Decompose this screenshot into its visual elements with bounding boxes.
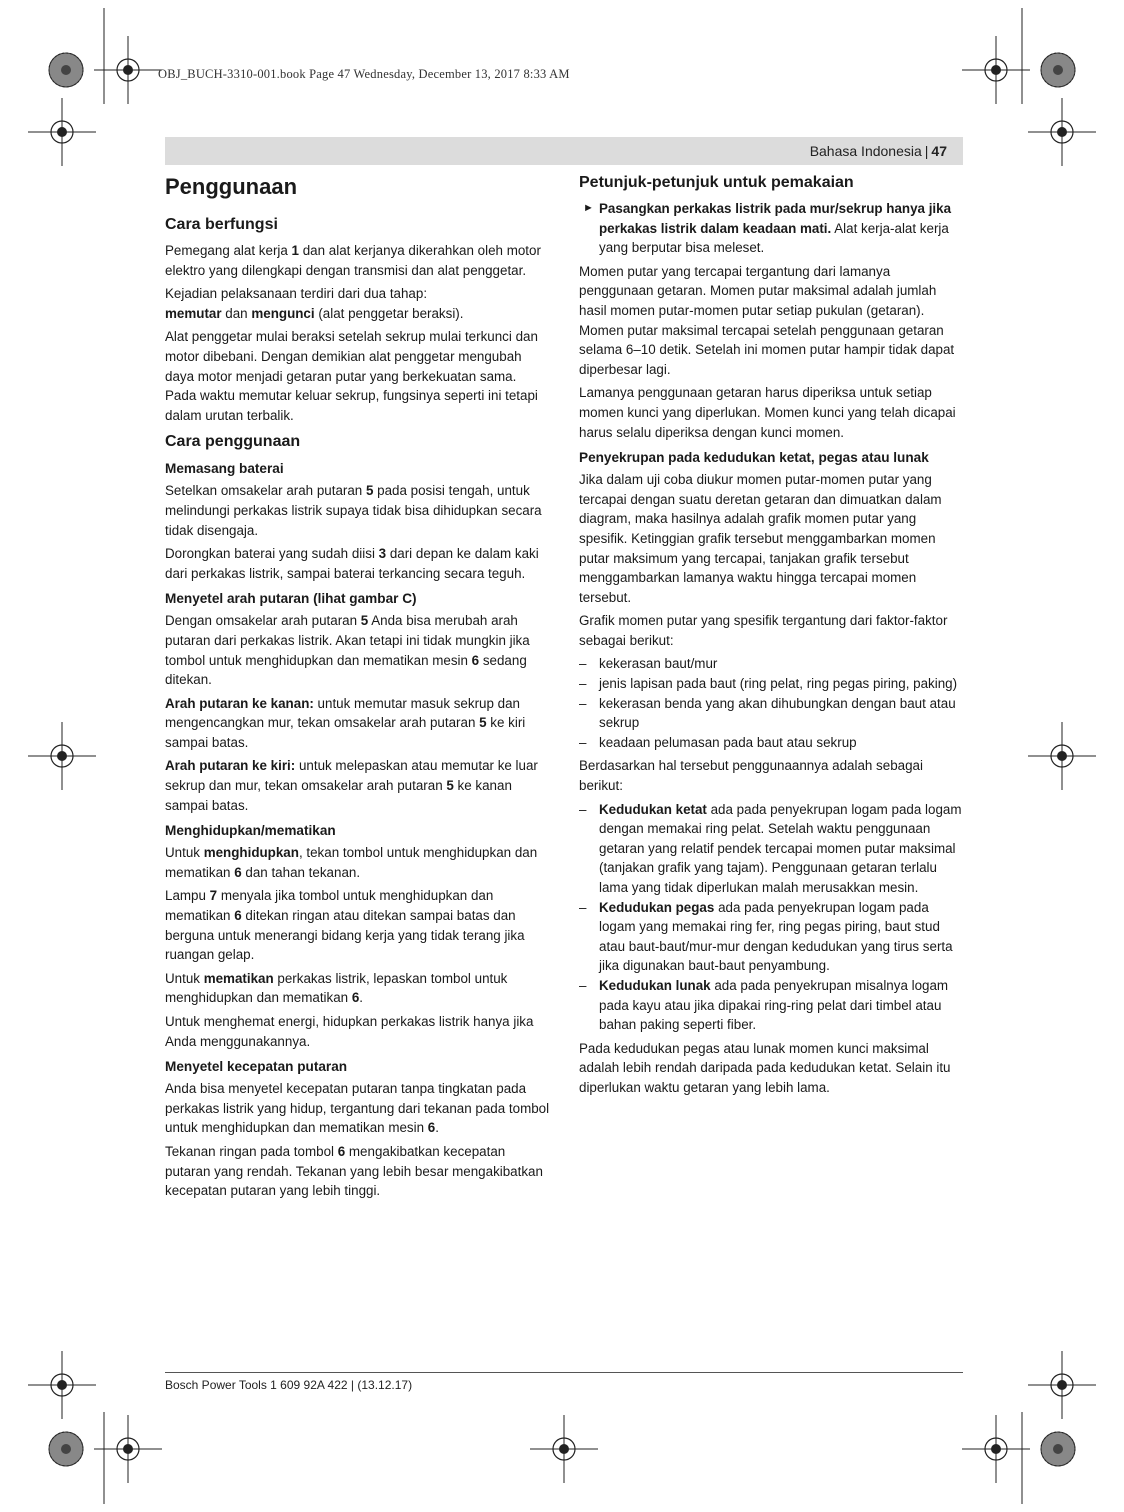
footer: Bosch Power Tools 1 609 92A 422 | (13.12.17) (165, 1378, 413, 1392)
subheading-speed: Menyetel kecepatan putaran (165, 1059, 348, 1075)
paragraph: Arah putaran ke kanan: untuk memutar masuk sekrup dan mengencangkan mur, tekan omsakelar arah putaran 5 ke kiri sampai batas. (165, 695, 526, 750)
list-item: – kekerasan baut/mur (579, 656, 718, 672)
paragraph: Arah putaran ke kiri: untuk melepaskan atau memutar ke luar sekrup dan mur, tekan omsakelar arah putaran 5 ke kanan sampai batas. (165, 758, 538, 813)
heading-petunjuk: Petunjuk-petunjuk untuk pemakaian (579, 174, 854, 191)
color-wheel-icon (49, 53, 83, 87)
paragraph: Pada kedudukan pegas atau lunak momen kunci maksimal adalah lebih rendah daripada pada kedudukan ketat. Selain itu diperlukan waktu getaran yang lebih lama. (579, 1040, 951, 1095)
registration-cross-icon (962, 1415, 1030, 1483)
registration-cross-icon (1028, 722, 1096, 790)
paragraph: Dengan omsakelar arah putaran 5 Anda bisa merubah arah putaran dari perkakas listrik. Akan tetapi ini tidak mungkin jika tombol untuk menghidupkan dan mematikan mesin 6 sedang ditekan. (165, 613, 530, 688)
color-wheel-icon (1041, 1432, 1075, 1466)
subheading-onoff: Menghidupkan/mematikan (165, 823, 336, 839)
list-item: – Kedudukan lunak ada pada penyekrupan misalnya logam pada kayu atau jika dipakai ring-ring pelat dari timbel atau bahan paking seperti fiber. (579, 977, 949, 1033)
paragraph: Kejadian pelaksanaan terdiri dari dua tahap: memutar dan mengunci (alat penggetar beraksi). (165, 286, 464, 321)
list-item: – keadaan pelumasan pada baut atau sekrup (579, 734, 857, 750)
paragraph: Berdasarkan hal tersebut penggunaannya adalah sebagai berikut: (579, 758, 923, 794)
registration-cross-icon (962, 36, 1030, 104)
paragraph: Setelkan omsakelar arah putaran 5 pada posisi tengah, untuk melindungi perkakas listrik supaya tidak bisa dihidupkan secara tidak disengaja. (165, 483, 542, 538)
left-column (165, 172, 550, 1205)
registration-cross-icon (28, 98, 96, 166)
page-number: 47 (931, 143, 947, 159)
paragraph: Alat penggetar mulai beraksi setelah sekrup mulai terkunci dan motor dibebani. Dengan demikian alat penggetar mengubah daya motor menjadi getaran putar yang berkekuatan sama. Pada waktu memutar keluar sekrup, fungsinya seperti ini tetapi dalam urutan terbalik. (165, 329, 538, 423)
arrow-right-icon: ► (583, 202, 594, 214)
subheading-battery: Memasang baterai (165, 461, 284, 477)
list-item: – Kedudukan ketat ada pada penyekrupan logam pada logam dengan memakai ring pelat. Setelah waktu penggunaan getaran yang relatif pendek tercapai momen putar maksimal (tanjakan grafik yang tajam). Penggunaan getaran terlalu lama yang tidak diperlukan malah merusakkan mesin. (579, 801, 962, 895)
paragraph: Anda bisa menyetel kecepatan putaran tanpa tingkatan pada perkakas listrik yang hidup, tergantung dari tekanan pada tombol untuk menghidupkan dan mematikan mesin 6. (165, 1081, 550, 1136)
subheading-direction: Menyetel arah putaran (lihat gambar C) (165, 591, 417, 607)
subheading-seat: Penyekrupan pada kedudukan ketat, pegas atau lunak (579, 450, 929, 466)
heading-cara-berfungsi: Cara berfungsi (165, 216, 278, 233)
paragraph: Tekanan ringan pada tombol 6 mengakibatkan kecepatan putaran yang rendah. Tekanan yang lebih besar mengakibatkan kecepatan putaran yang lebih tinggi. (165, 1143, 543, 1199)
right-column (579, 172, 964, 1102)
seat-type-list (579, 800, 964, 1035)
list-item: – jenis lapisan pada baut (ring pelat, ring pegas piring, paking) (579, 676, 958, 692)
factor-list (579, 654, 964, 752)
list-item: – kekerasan benda yang akan dihubungkan dengan baut atau sekrup (579, 695, 956, 731)
header-separator: | (924, 143, 929, 159)
paragraph: Lampu 7 menyala jika tombol untuk menghidupkan dan mematikan 6 ditekan ringan atau ditekan sampai batas dan berguna untuk menerangi bidang kerja yang tidak terang jika ruangan gelap. (165, 888, 525, 963)
paragraph: Grafik momen putar yang spesifik tergantung dari faktor-faktor sebagai berikut: (579, 613, 948, 648)
paragraph: Dorongkan baterai yang sudah diisi 3 dari depan ke dalam kaki dari perkakas listrik, sampai baterai terkancing secara teguh. (165, 546, 539, 581)
section-title: Penggunaan (165, 174, 298, 199)
registration-cross-icon (530, 1415, 598, 1483)
footer-divider (165, 1372, 963, 1373)
registration-cross-icon (1028, 1351, 1096, 1419)
print-job-info: OBJ_BUCH-3310-001.book Page 47 Wednesday, December 13, 2017 8:33 AM (158, 67, 570, 81)
header-text (810, 143, 947, 159)
paragraph: Pemegang alat kerja 1 dan alat kerjanya dikerahkan oleh motor elektro yang dilengkapi dengan transmisi dan alat penggetar. (165, 243, 541, 278)
registration-cross-icon (28, 722, 96, 790)
registration-cross-icon (1028, 98, 1096, 166)
list-item: – Kedudukan pegas ada pada penyekrupan logam pada logam yang memakai ring fer, ring pegas piring, baut stud atau baut-baut/mur-mur dengan kedudukan yang tirus serta jika digunakan baut-baut penyambung. (579, 899, 953, 974)
color-wheel-icon (49, 1432, 83, 1466)
paragraph: Lamanya penggunaan getaran harus diperiksa untuk setiap momen kunci yang diperlukan. Momen kunci yang telah dicapai harus selalu diperiksa dengan kunci momen. (579, 385, 956, 440)
header-language: Bahasa Indonesia (809, 143, 922, 159)
paragraph: Jika dalam uji coba diukur momen putar-momen putar yang tercapai dengan suatu deretan getaran dan dimuatkan dalam diagram, maka hasilnya adalah grafik momen putar yang spesifik. Ketinggian grafik tersebut menggambarkan momen putar maksimum yang tercapai, tanjakan grafik tersebut menggambarkan lamanya waktu hingga tercapai momen tersebut. (579, 472, 942, 605)
warning-note: ► Pasangkan perkakas listrik pada mur/sekrup hanya jika perkakas listrik dalam keadaan mati. Alat kerja-alat kerja yang berputar bisa meleset. (583, 201, 952, 256)
paragraph: Untuk menghidupkan, tekan tombol untuk menghidupkan dan mematikan 6 dan tahan tekanan. (165, 845, 538, 880)
paragraph: Untuk menghemat energi, hidupkan perkakas listrik hanya jika Anda menggunakannya. (165, 1014, 534, 1049)
paragraph: Untuk mematikan perkakas listrik, lepaskan tombol untuk menghidupkan dan mematikan 6. (165, 970, 508, 1006)
registration-cross-icon (28, 1351, 96, 1419)
color-wheel-icon (1041, 53, 1075, 87)
page-header (165, 137, 963, 165)
heading-cara-penggunaan: Cara penggunaan (165, 433, 301, 451)
paragraph: Momen putar yang tercapai tergantung dari lamanya penggunaan getaran. Momen putar maksimal adalah jumlah hasil momen putar-momen putar setiap pukulan (getaran). Momen putar maksimal tercapai setelah penggunaan getaran selama 6–10 detik. Setelah ini momen putar hampir tidak dapat diperbesar lagi. (579, 263, 955, 377)
